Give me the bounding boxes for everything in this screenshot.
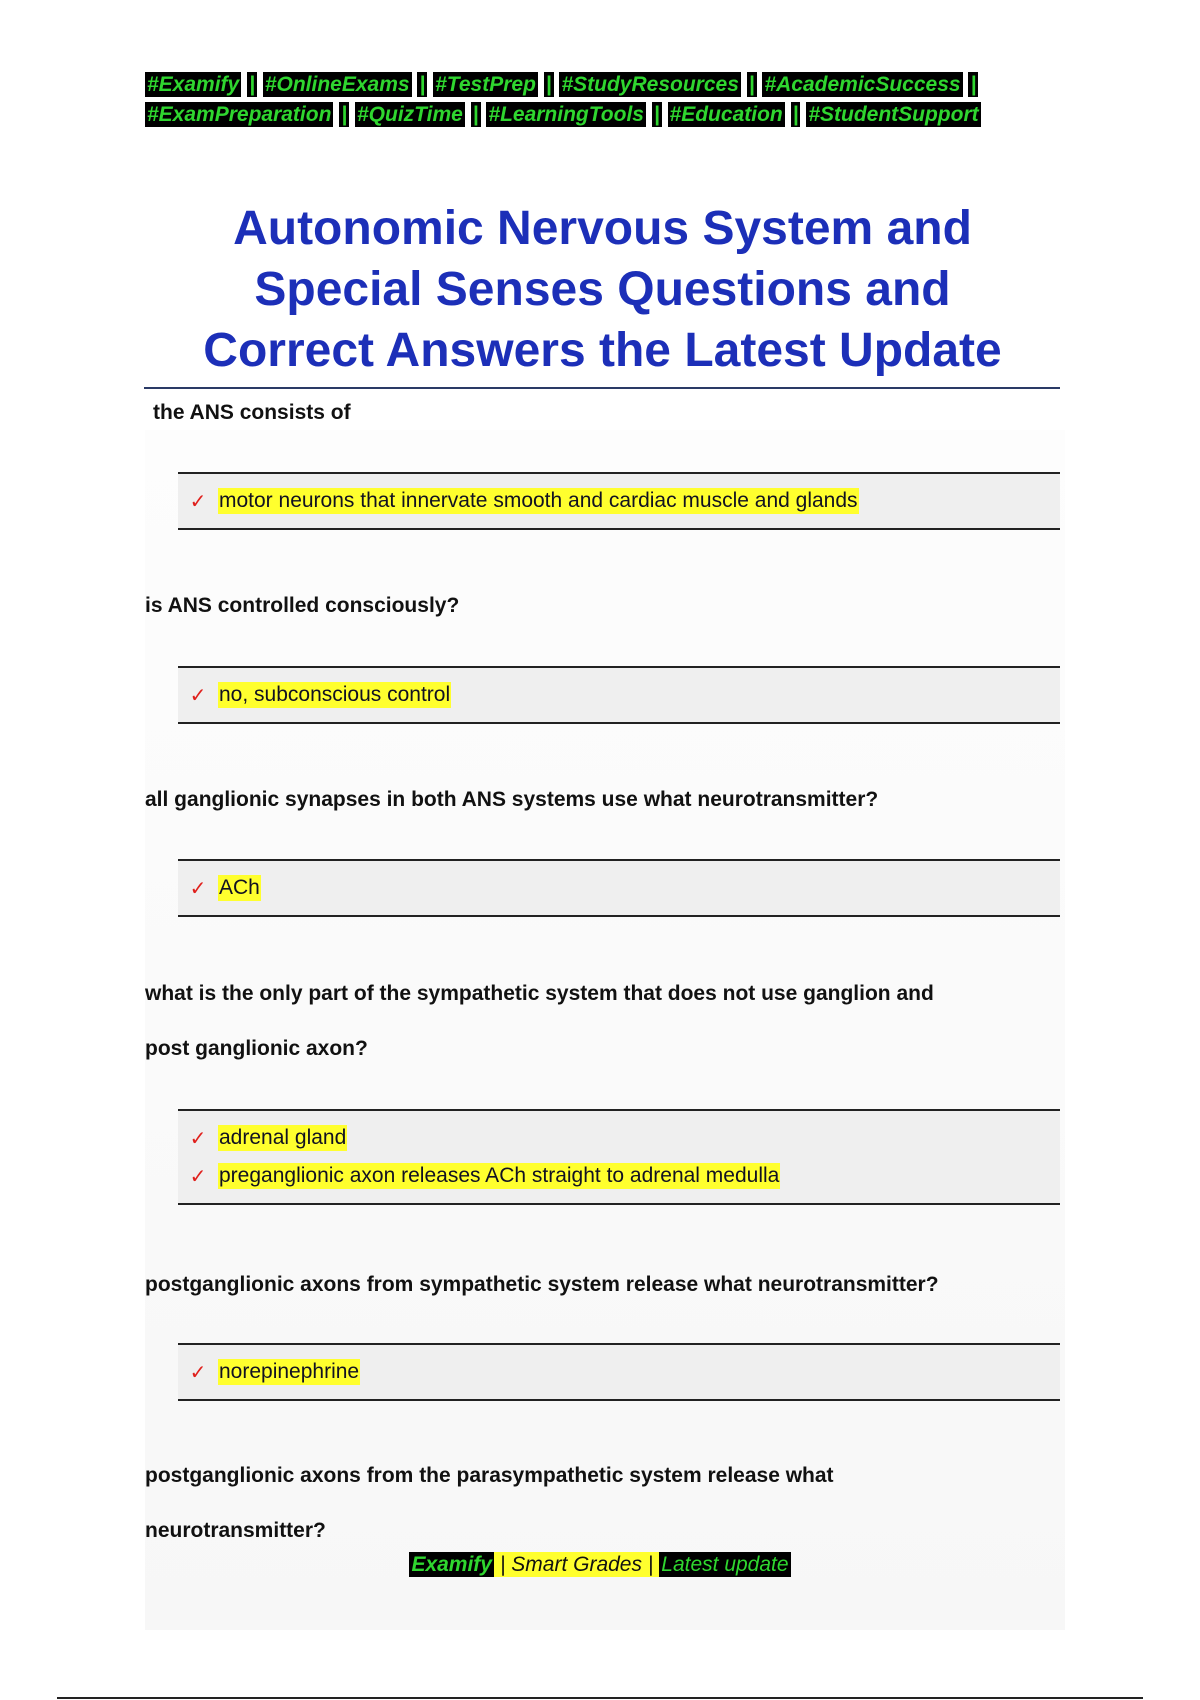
hashtag-separator: |	[792, 103, 799, 126]
page-footer	[0, 1553, 1200, 1577]
title-line-2: Special Senses Questions and	[254, 263, 951, 316]
answer-box	[178, 1343, 1060, 1401]
answer-text: motor neurons that innervate smooth and cardiac muscle and glands	[219, 489, 858, 512]
hashtag: #Examify	[147, 73, 240, 96]
qa-item	[145, 578, 1065, 707]
hashtag-separator: |	[748, 73, 755, 96]
answer-text: norepinephrine	[219, 1360, 360, 1383]
title-line-3: Correct Answers the Latest Update	[203, 324, 1002, 377]
question-text-line-2: post ganglionic axon?	[145, 1037, 368, 1060]
answer-row	[178, 869, 1060, 907]
question-text-line-1: postganglionic axons from the parasympathetic system release what	[145, 1464, 834, 1487]
hashtag: #LearningTools	[488, 103, 644, 126]
page-bottom-divider	[57, 1697, 1143, 1699]
answer-box	[178, 472, 1060, 530]
answer-text: adrenal gland	[219, 1126, 347, 1149]
footer-brand: Examify	[411, 1553, 492, 1576]
hashtag-separator: |	[472, 103, 479, 126]
hashtag: #TestPrep	[435, 73, 536, 96]
hashtag-separator: |	[653, 103, 660, 126]
question-text-line-1: what is the only part of the sympathetic system that does not use ganglion and	[145, 982, 934, 1005]
hashtag-separator: |	[341, 103, 348, 126]
answer-box	[178, 859, 1060, 917]
answer-box	[178, 1109, 1060, 1205]
hashtag-separator: |	[545, 73, 552, 96]
answer-row	[178, 1157, 1060, 1195]
answer-text: ACh	[219, 876, 260, 899]
hashtag: #AcademicSuccess	[764, 73, 961, 96]
footer-latest-update: Latest update	[661, 1553, 789, 1576]
footer-smart-grades: | Smart Grades |	[494, 1552, 659, 1577]
check-icon: ✓	[189, 490, 207, 513]
answer-text: no, subconscious control	[219, 683, 451, 706]
hashtag-line-1	[145, 70, 1065, 100]
check-icon: ✓	[189, 1361, 207, 1384]
check-icon: ✓	[189, 877, 207, 900]
qa-item	[145, 966, 1065, 1188]
hashtag: #QuizTime	[357, 103, 463, 126]
question-text: postganglionic axons from sympathetic system release what neurotransmitter?	[145, 1273, 939, 1296]
check-icon: ✓	[189, 684, 207, 707]
answer-row	[178, 482, 1060, 520]
answer-box	[178, 666, 1060, 724]
answer-row	[178, 1353, 1060, 1391]
qa-item	[145, 772, 1065, 900]
hashtag-separator: |	[970, 73, 977, 96]
question-text: the ANS consists of	[153, 401, 351, 424]
question-text: all ganglionic synapses in both ANS systems use what neurotransmitter?	[145, 788, 879, 811]
answer-row	[178, 1119, 1060, 1157]
hashtag: #Education	[669, 103, 783, 126]
hashtag: #OnlineExams	[264, 73, 410, 96]
title-line-1: Autonomic Nervous System and	[233, 202, 972, 255]
check-icon: ✓	[189, 1127, 207, 1150]
hashtag-separator: |	[419, 73, 426, 96]
question-text-line-2: neurotransmitter?	[145, 1519, 326, 1542]
page-title	[145, 198, 1060, 381]
hashtag: #StudentSupport	[808, 103, 979, 126]
question-text: is ANS controlled consciously?	[145, 594, 460, 617]
check-icon: ✓	[189, 1165, 207, 1188]
answer-row	[178, 676, 1060, 714]
qa-item	[145, 1448, 1065, 1558]
hashtag-separator: |	[249, 73, 255, 96]
qa-item	[145, 385, 1065, 513]
hashtag: #StudyResources	[561, 73, 739, 96]
hashtag: #ExamPreparation	[147, 103, 332, 126]
hashtag-line-2	[145, 100, 1065, 130]
answer-text: preganglionic axon releases ACh straight to adrenal medulla	[219, 1164, 780, 1187]
qa-item	[145, 1257, 1065, 1384]
hashtag-banner	[145, 70, 1065, 130]
